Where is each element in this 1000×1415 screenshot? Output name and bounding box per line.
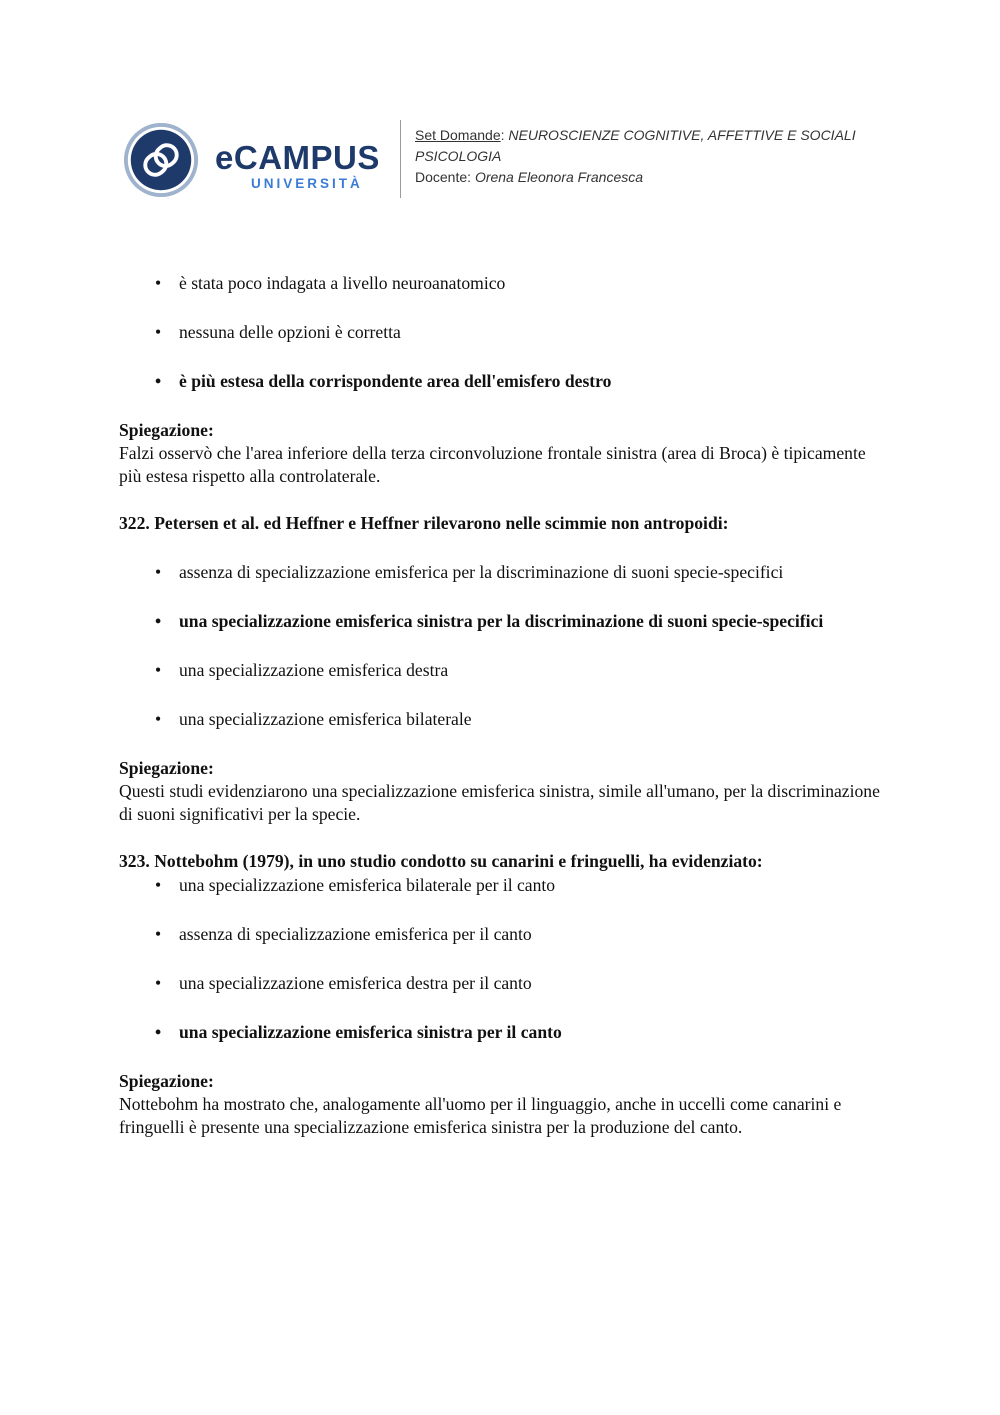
page-header <box>122 118 902 200</box>
option-item: • una specializzazione emisferica bilaterale per il canto <box>119 874 889 897</box>
question-322: 322. Petersen et al. ed Heffner e Heffner rilevarono nelle scimmie non antropoidi: <box>119 513 729 533</box>
question-323: 323. Nottebohm (1979), in uno studio condotto su canarini e fringuelli, ha evidenziato: <box>119 851 763 871</box>
document-body <box>119 272 889 1163</box>
option-item-correct: • una specializzazione emisferica sinistra per il canto <box>119 1021 889 1044</box>
header-divider <box>400 120 401 198</box>
option-item: • assenza di specializzazione emisferica per il canto <box>119 923 889 946</box>
options-list-322 <box>119 561 889 731</box>
option-item-correct: • è più estesa della corrispondente area dell'emisfero destro <box>119 370 889 393</box>
explanation-text: Questi studi evidenziarono una specializzazione emisferica sinistra, simile all'umano, per la discriminazione di suoni significativi per la specie. <box>119 781 880 824</box>
docente-label: Docente: <box>415 169 472 185</box>
explanation-text: Falzi osservò che l'area inferiore della terza circonvoluzione frontale sinistra (area di Broca) è tipicamente più estesa rispetto alla controlaterale. <box>119 443 866 486</box>
option-item-correct: • una specializzazione emisferica sinistra per la discriminazione di suoni specie-specifici <box>119 610 889 633</box>
option-item: • una specializzazione emisferica destra <box>119 659 889 682</box>
docente-line <box>415 167 856 188</box>
option-item: • assenza di specializzazione emisferica per la discriminazione di suoni specie-specifici <box>119 561 889 584</box>
options-list-323 <box>119 874 889 1044</box>
logo-subtitle: UNIVERSITÀ <box>251 176 363 191</box>
set-value: NEUROSCIENZE COGNITIVE, AFFETTIVE E SOCIALI <box>508 127 856 143</box>
set-line-2 <box>415 146 856 167</box>
docente-value: Orena Eleonora Francesca <box>474 169 644 185</box>
option-item: • una specializzazione emisferica destra per il canto <box>119 972 889 995</box>
set-line: Set Domande: NEUROSCIENZE COGNITIVE, AFFETTIVE E SOCIALI <box>415 127 856 143</box>
explanation-text: Nottebohm ha mostrato che, analogamente all'uomo per il linguaggio, anche in uccelli come canarini e fringuelli è presente una specializzazione emisferica sinistra per la produzione del canto. <box>119 1094 842 1137</box>
header-info <box>415 125 856 188</box>
ecampus-logo-icon <box>122 121 200 199</box>
explanation-label: Spiegazione: <box>119 758 214 778</box>
set-label: Set Domande <box>415 127 501 143</box>
logo-wordmark: eCAMPUS <box>215 139 380 176</box>
options-list-prev <box>119 272 889 393</box>
set-value-2: PSICOLOGIA <box>415 148 502 164</box>
explanation-label: Spiegazione: <box>119 1071 214 1091</box>
explanation-label: Spiegazione: <box>119 420 214 440</box>
option-item: • una specializzazione emisferica bilaterale <box>119 708 889 731</box>
option-item: • è stata poco indagata a livello neuroanatomico <box>119 272 889 295</box>
option-item: • nessuna delle opzioni è corretta <box>119 321 889 344</box>
